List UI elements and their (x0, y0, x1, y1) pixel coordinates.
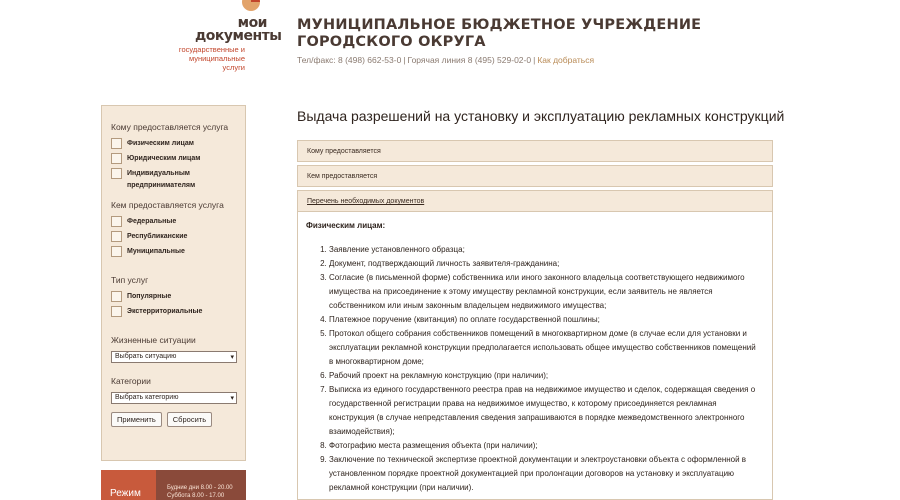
situations-select[interactable] (111, 351, 237, 363)
banner-title: Режим (110, 488, 141, 499)
schedule-banner[interactable] (101, 470, 246, 500)
list-item: 6. Рабочий проект на рекламную конструкцию (при наличии); (329, 369, 760, 383)
list-item: 4. Платежное поручение (квитанция) по оплате государственной пошлины; (329, 313, 760, 327)
checkbox-label[interactable]: Республиканские (127, 233, 188, 240)
chevron-down-icon: ▾ (230, 395, 234, 402)
list-item: 8. Фотографию места размещения объекта (при наличии); (329, 439, 760, 453)
reset-button[interactable]: Сбросить (167, 412, 212, 427)
filter-group-title: Кем предоставляется услуга (111, 200, 224, 210)
checkbox-label[interactable]: Физическим лицам (127, 140, 194, 147)
category-select[interactable] (111, 392, 237, 404)
situations-select-value: Выбрать ситуацию (115, 353, 177, 360)
filter-group-title: Кому предоставляется услуга (111, 122, 229, 132)
banner-schedule (167, 484, 233, 500)
chevron-down-icon: ▾ (230, 354, 234, 361)
filter-checkbox-row[interactable] (111, 246, 236, 258)
filter-checkbox-row[interactable] (111, 291, 236, 303)
filter-checkbox-row[interactable] (111, 306, 236, 318)
checkbox-label[interactable]: Экстерриториальные (127, 308, 203, 315)
organization-title: МУНИЦИПАЛЬНОЕ БЮДЖЕТНОЕ УЧРЕЖДЕНИЕ ГОРОДСКОГО ОКРУГА (297, 17, 702, 50)
schedule-weekdays: Будние дни 8.00 - 20.00 (167, 485, 233, 491)
checkbox-label[interactable]: Юридическим лицам (127, 155, 201, 162)
filter-checkbox-row[interactable] (111, 168, 236, 192)
checkbox[interactable] (111, 168, 122, 179)
checkbox[interactable] (111, 216, 122, 227)
logo[interactable] (165, 0, 282, 72)
apply-button[interactable]: Применить (111, 412, 162, 427)
category-title: Категории (111, 376, 151, 386)
logo-mark-icon (241, 0, 261, 12)
checkbox-label[interactable]: Популярные (127, 293, 172, 300)
accordion-who-receives[interactable]: Кому предоставляется (297, 140, 773, 162)
hotline-text: Горячая линия 8 (495) 529-02-0 (407, 55, 532, 65)
checkbox[interactable] (111, 138, 122, 149)
checkbox-label[interactable]: Федеральные (127, 218, 177, 225)
checkbox-label[interactable]: Индивидуальным предпринимателям (127, 170, 196, 189)
accordion-documents[interactable]: Перечень необходимых документов (297, 190, 773, 212)
list-item: 1. Заявление установленного образца; (329, 243, 760, 257)
situations-title: Жизненные ситуации (111, 335, 196, 345)
logo-subtitle: государственные и муниципальные услуги (178, 45, 245, 72)
checkbox[interactable] (111, 153, 122, 164)
filter-buttons (111, 412, 236, 427)
checkbox[interactable] (111, 291, 122, 302)
page-title: Выдача разрешений на установку и эксплуатацию рекламных конструкций (297, 108, 785, 124)
documents-panel (297, 212, 773, 500)
filter-checkbox-row[interactable] (111, 231, 236, 243)
directions-link[interactable]: Как добраться (537, 55, 595, 65)
documents-heading: Физическим лицам: (306, 221, 386, 230)
filter-sidebar (101, 105, 246, 461)
logo-text: мои документы (195, 15, 282, 44)
filter-checkbox-row[interactable] (111, 153, 236, 165)
contacts-line: Тел/факс: 8 (498) 662-53-0 | Горячая линия 8 (495) 529-02-0 | Как добраться (297, 55, 595, 65)
schedule-saturday: Суббота 8.00 - 17.00 (167, 493, 225, 499)
checkbox-label[interactable]: Муниципальные (127, 248, 185, 255)
checkbox[interactable] (111, 246, 122, 257)
checkbox[interactable] (111, 231, 122, 242)
list-item: 2. Документ, подтверждающий личность заявителя-гражданина; (329, 257, 760, 271)
list-item: 3. Согласие (в письменной форме) собственника или иного законного владельца соответствующего недвижимого имущества на присоединение к этому имуществу рекламной конструкции, если заявитель не является собственником или иным законным владельцем недвижимого имущества; (329, 271, 760, 313)
phone-text: Тел/факс: 8 (498) 662-53-0 (297, 55, 402, 65)
filter-group-title: Тип услуг (111, 275, 149, 285)
category-select-value: Выбрать категорию (115, 394, 179, 401)
accordion-who-provides[interactable]: Кем предоставляется (297, 165, 773, 187)
filter-checkbox-row[interactable] (111, 216, 236, 228)
list-item: 9. Заключение по технической экспертизе проектной документации и электроустановки объекта с оформленной в установленном порядке проектной документацией при пролонгации договоров на установку и эксплуатацию рекламной конструкции (при наличии). (329, 453, 760, 495)
list-item: 7. Выписка из единого государственного реестра прав на недвижимое имущество и сделок, содержащая сведения о государственной регистрации права на недвижимое имущество, к которому присоединяется рекламная конструкция (в случае непредставления сведения запрашиваются в порядке межведомственного электронного взаимодействия); (329, 383, 760, 439)
checkbox[interactable] (111, 306, 122, 317)
list-item: 5. Протокол общего собрания собственников помещений в многоквартирном доме (в случае если для установки и эксплуатации рекламной конструкции предполагается использовать общее имущество собственников помещений в многоквартирном доме; (329, 327, 760, 369)
documents-list (306, 243, 760, 495)
filter-checkbox-row[interactable] (111, 138, 236, 150)
